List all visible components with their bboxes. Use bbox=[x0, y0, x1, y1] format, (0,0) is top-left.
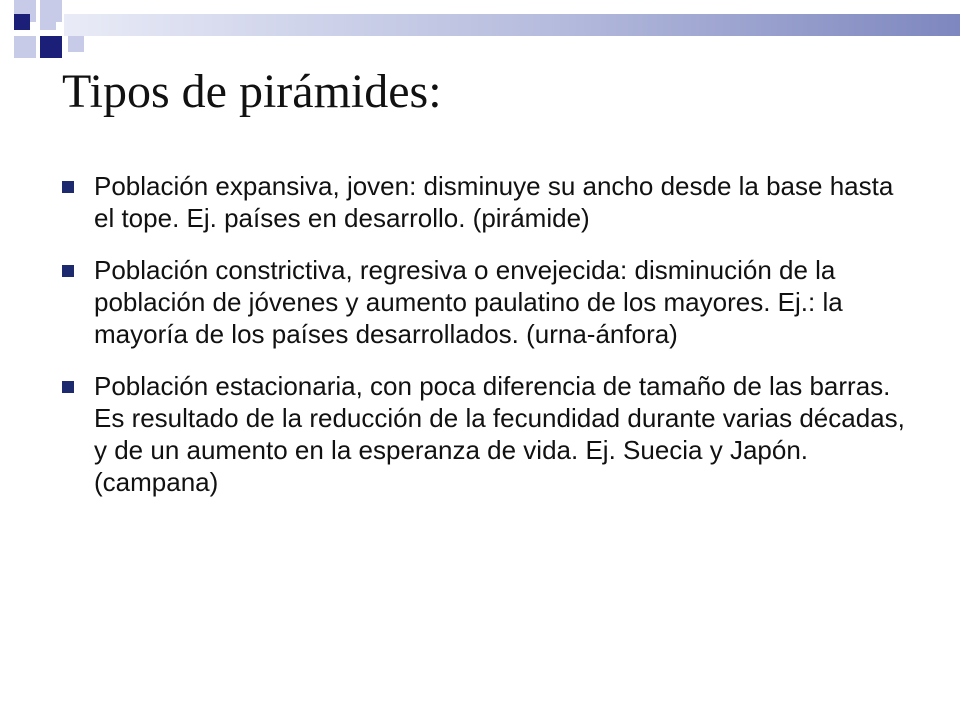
square-bullet-icon bbox=[62, 181, 74, 193]
bullet-item bbox=[62, 170, 918, 234]
square-bullet-icon bbox=[62, 381, 74, 393]
square-bullet-icon bbox=[62, 265, 74, 277]
bullet-text: Población expansiva, joven: disminuye su ancho desde la base hasta el tope. Ej. países en desarrollo. (pirámide) bbox=[94, 171, 894, 233]
bullet-text: Población constrictiva, regresiva o envejecida: disminución de la población de jóvenes y aumento paulatino de los mayores. Ej.: la mayoría de los países desarrollados. (urna-ánfora) bbox=[94, 255, 843, 349]
bullet-text: Población estacionaria, con poca diferencia de tamaño de las barras. Es resultado de la reducción de la fecundidad durante varias décadas, y de un aumento en la esperanza de vida. Ej. Suecia y Japón. (campana) bbox=[94, 371, 905, 497]
decorative-square bbox=[40, 36, 62, 58]
header-gradient-band bbox=[64, 14, 960, 36]
decorative-square bbox=[40, 14, 56, 30]
slide-title: Tipos de pirámides: bbox=[62, 65, 442, 118]
bullet-list bbox=[62, 170, 918, 518]
bullet-item bbox=[62, 370, 918, 498]
decorative-square bbox=[14, 14, 30, 30]
decorative-square bbox=[68, 36, 84, 52]
decorative-square bbox=[14, 36, 36, 58]
bullet-item bbox=[62, 254, 918, 350]
